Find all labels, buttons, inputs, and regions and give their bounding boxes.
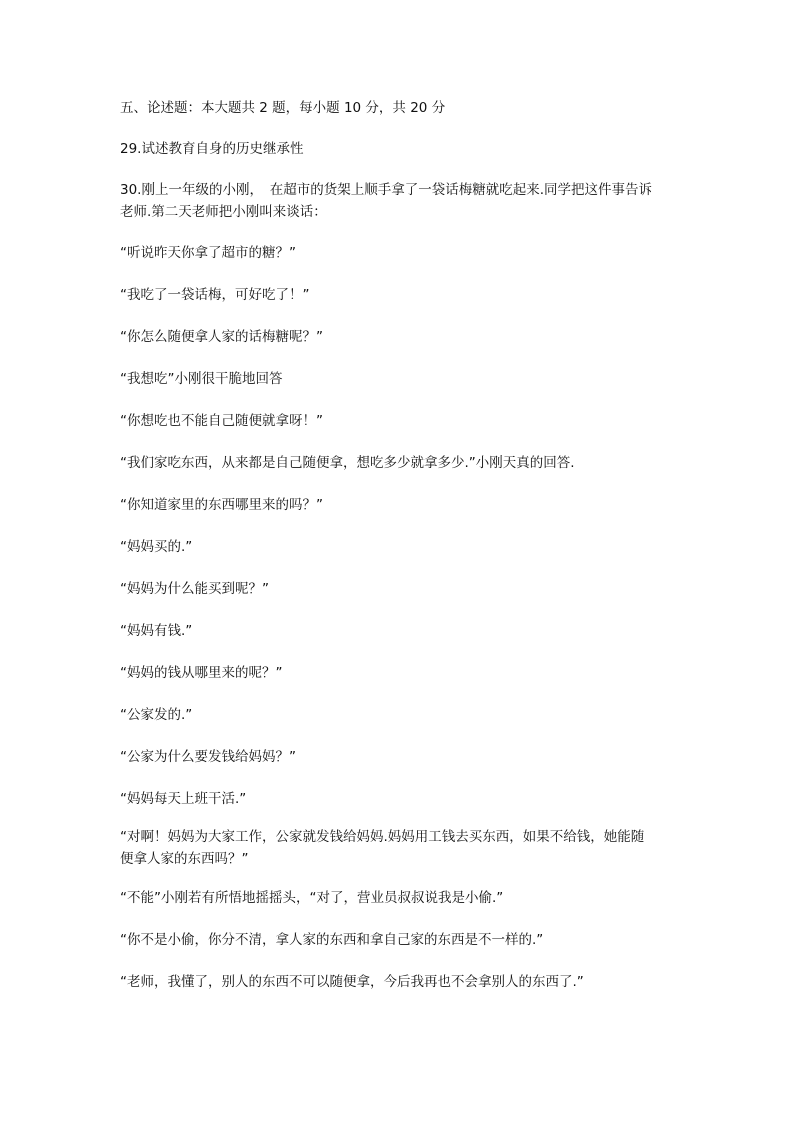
dialogue-line: “妈妈有钱.” <box>120 623 193 639</box>
question-30-line-2: 老师.第二天老师把小刚叫来谈话： <box>120 204 327 220</box>
dialogue-line: “我吃了一袋话梅，可好吃了！” <box>120 287 310 303</box>
dialogue-line: “你不是小偷，你分不清，拿人家的东西和拿自己家的东西是不一样的.” <box>120 932 544 948</box>
dialogue-line: “你怎么随便拿人家的话梅糖呢？” <box>120 329 323 345</box>
dialogue-paragraph-line-1: “对啊！妈妈为大家工作，公家就发钱给妈妈.妈妈用工钱去买东西，如果不给钱，她能随 <box>120 829 645 845</box>
dialogue-line: “妈妈的钱从哪里来的呢？” <box>120 665 283 681</box>
section-heading: 五、论述题：本大题共 2 题，每小题 10 分，共 20 分 <box>120 100 446 116</box>
dialogue-paragraph-line-2: 便拿人家的东西吗？” <box>120 851 249 867</box>
dialogue-line: “老师，我懂了，别人的东西不可以随便拿，今后我再也不会拿别人的东西了.” <box>120 974 584 990</box>
question-29: 29.试述教育自身的历史继承性 <box>120 141 304 157</box>
dialogue-line: “我想吃”小刚很干脆地回答 <box>120 371 283 387</box>
dialogue-line: “我们家吃东西，从来都是自己随便拿，想吃多少就拿多少.”小刚天真的回答. <box>120 455 575 471</box>
dialogue-line: “不能”小刚若有所悟地摇摇头，“对了，营业员叔叔说我是小偷.” <box>120 890 504 906</box>
dialogue-line: “妈妈买的.” <box>120 539 193 555</box>
dialogue-line: “你想吃也不能自己随便就拿呀！” <box>120 413 323 429</box>
dialogue-line: “听说昨天你拿了超市的糖？” <box>120 245 296 261</box>
dialogue-line: “妈妈为什么能买到呢？” <box>120 581 269 597</box>
dialogue-line: “公家为什么要发钱给妈妈？” <box>120 749 296 765</box>
question-30 <box>120 179 680 223</box>
dialogue-line: “公家发的.” <box>120 707 193 723</box>
question-30-line-1: 30.刚上一年级的小刚， 在超市的货架上顺手拿了一袋话梅糖就吃起来.同学把这件事告诉 <box>120 182 653 198</box>
dialogue-line: “妈妈每天上班干活.” <box>120 791 247 807</box>
dialogue-paragraph <box>120 826 680 870</box>
dialogue-line: “你知道家里的东西哪里来的吗？” <box>120 497 323 513</box>
